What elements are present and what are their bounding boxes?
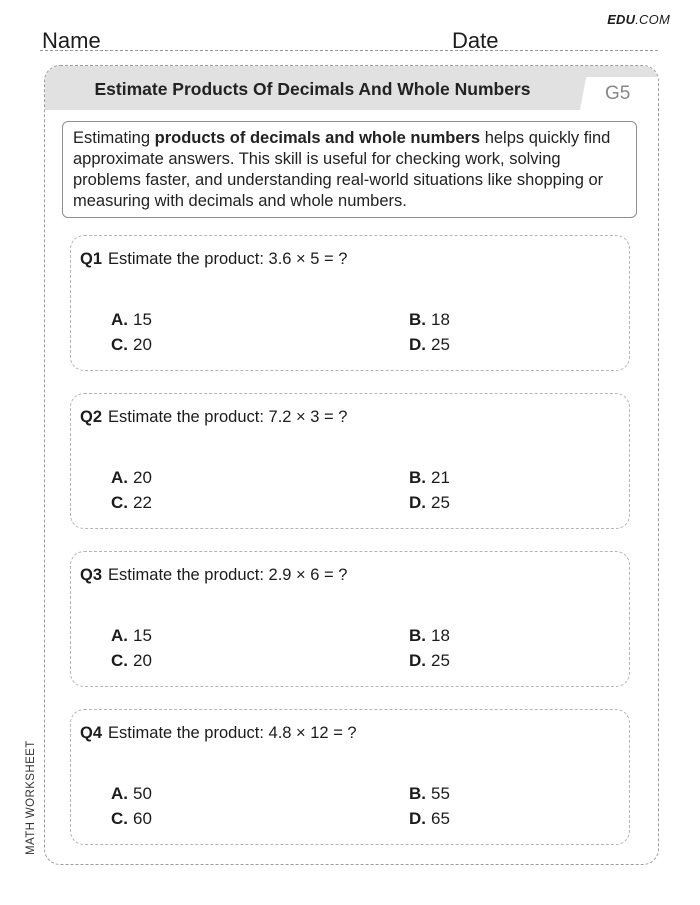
option-d[interactable] [409, 335, 450, 355]
option-letter: D. [409, 493, 426, 512]
option-letter: C. [111, 809, 128, 828]
option-d[interactable] [409, 651, 450, 671]
grade-label: G5 [605, 83, 631, 104]
brand-logo [607, 12, 670, 27]
question-card-3 [70, 551, 630, 687]
option-letter: C. [111, 335, 128, 354]
worksheet-title: Estimate Products Of Decimals And Whole Numbers [94, 79, 531, 99]
question-prompt: Estimate the product: 2.9 × 6 = ? [108, 566, 348, 584]
option-d[interactable] [409, 493, 450, 513]
question-card-1 [70, 235, 630, 371]
option-letter: B. [409, 468, 426, 487]
option-c[interactable] [111, 809, 152, 829]
option-value: 25 [431, 493, 450, 512]
intro-text-2: helps quickly find approximate answers. This skill is useful for checking work, solving problems faster, and understanding real-world situations like shopping or measuring with decimals and whole numbers. [73, 129, 611, 210]
option-letter: A. [111, 626, 128, 645]
question-prompt: Estimate the product: 4.8 × 12 = ? [108, 724, 357, 742]
question-header [80, 566, 347, 585]
question-header [80, 250, 347, 269]
option-value: 60 [133, 809, 152, 828]
question-header [80, 408, 347, 427]
question-number: Q3 [80, 566, 103, 584]
intro-box [62, 121, 637, 218]
question-number: Q2 [80, 408, 103, 426]
intro-text-1: Estimating [73, 129, 155, 147]
option-letter: D. [409, 809, 426, 828]
option-letter: B. [409, 310, 426, 329]
intro-text-bold: products of decimals and whole numbers [154, 129, 481, 147]
date-label: Date [452, 28, 499, 53]
option-c[interactable] [111, 493, 152, 513]
option-c[interactable] [111, 335, 152, 355]
question-number: Q1 [80, 250, 103, 268]
option-letter: C. [111, 493, 128, 512]
option-value: 55 [431, 784, 450, 803]
option-value: 22 [133, 493, 152, 512]
option-letter: B. [409, 784, 426, 803]
option-letter: A. [111, 784, 128, 803]
question-card-2 [70, 393, 630, 529]
option-letter: A. [111, 468, 128, 487]
option-a[interactable] [111, 784, 152, 804]
option-b[interactable] [409, 626, 450, 646]
option-value: 25 [431, 651, 450, 670]
brand-suffix: .COM [635, 12, 670, 27]
option-a[interactable] [111, 310, 152, 330]
option-a[interactable] [111, 468, 152, 488]
option-value: 50 [133, 784, 152, 803]
option-value: 20 [133, 468, 152, 487]
option-value: 21 [431, 468, 450, 487]
option-letter: B. [409, 626, 426, 645]
option-b[interactable] [409, 310, 450, 330]
option-value: 65 [431, 809, 450, 828]
question-prompt: Estimate the product: 3.6 × 5 = ? [108, 250, 348, 268]
option-letter: D. [409, 335, 426, 354]
question-header [80, 724, 357, 743]
option-d[interactable] [409, 809, 450, 829]
question-card-4 [70, 709, 630, 845]
question-prompt: Estimate the product: 7.2 × 3 = ? [108, 408, 348, 426]
option-letter: D. [409, 651, 426, 670]
option-letter: C. [111, 651, 128, 670]
option-c[interactable] [111, 651, 152, 671]
question-number: Q4 [80, 724, 103, 742]
option-value: 20 [133, 651, 152, 670]
name-label: Name [42, 28, 101, 53]
name-date-line [40, 50, 658, 51]
brand-main: EDU [607, 12, 636, 27]
option-value: 18 [431, 310, 450, 329]
option-value: 15 [133, 626, 152, 645]
option-value: 25 [431, 335, 450, 354]
option-letter: A. [111, 310, 128, 329]
side-label: MATH WORKSHEET [25, 740, 37, 855]
option-value: 15 [133, 310, 152, 329]
option-value: 18 [431, 626, 450, 645]
option-a[interactable] [111, 626, 152, 646]
option-value: 20 [133, 335, 152, 354]
option-b[interactable] [409, 468, 450, 488]
option-b[interactable] [409, 784, 450, 804]
